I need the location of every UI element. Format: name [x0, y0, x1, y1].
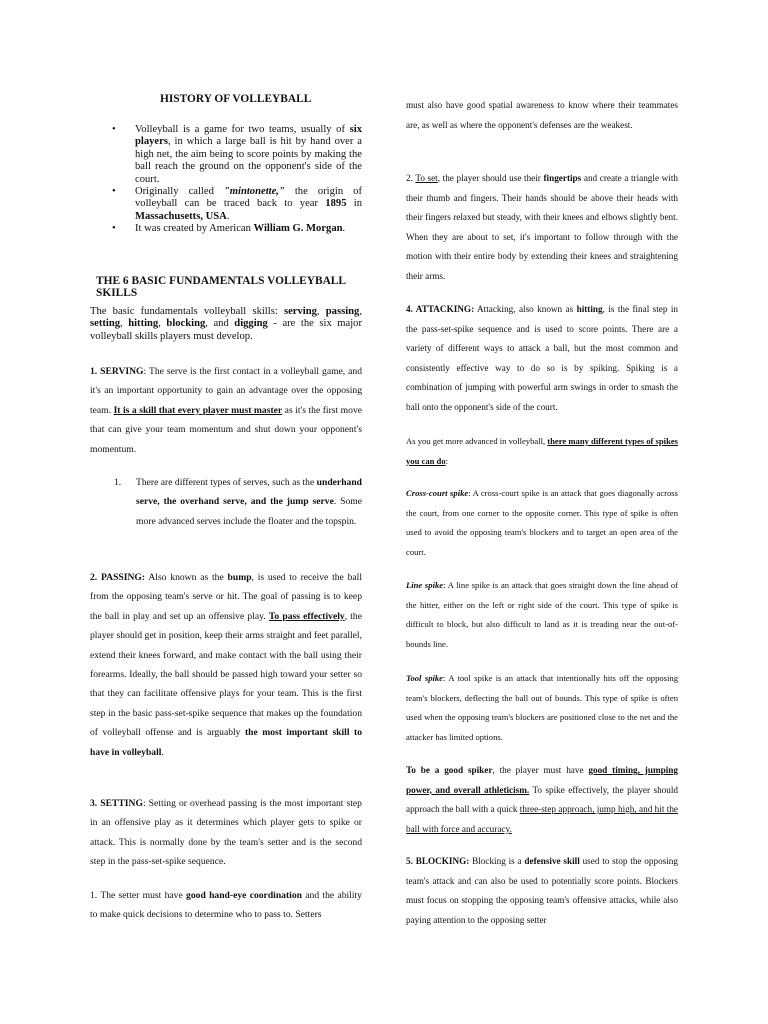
serving-list-item: 1. There are different types of serves, such as the underhand serve, the overhand serve, and the jump serve. Some more advanced serves include the floater and the topspin.	[114, 477, 362, 527]
fundamentals-intro: The basic fundamentals volleyball skills: serving, passing, setting, hitting, blocking, and digging - are the six major volleyball skills players must develop.	[90, 306, 363, 342]
fundamentals-title: THE 6 BASIC FUNDAMENTALS VOLLEYBALL SKILLS	[96, 275, 346, 299]
setting-point-1: 1. The setter must have good hand-eye coordination and the ability to make quick decisions to determine who to pass to. Setters	[90, 890, 362, 921]
history-list	[90, 124, 362, 236]
blocking-paragraph: 5. BLOCKING: Blocking is a defensive skill used to stop the opposing team's attack and can also be used to potentially score points. Blockers must focus on stopping the opposing team's offensive attacks, while also paying attention to the opposing setter	[406, 856, 678, 925]
history-bullet-2: • Originally called "mintonette," the origin of volleyball can be traced back to year 1895 in Massachusetts, USA.	[90, 186, 362, 223]
attacking-paragraph: 4. ATTACKING: Attacking, also known as hitting, is the final step in the pass-set-spike sequence and is used to score points. There are a variety of different ways to attack a ball, but the most common and consistently effective way to do so is by spiking. Spiking is a combination of jumping with powerful arm swings in order to smash the ball onto the opponent's side of the court.	[406, 304, 679, 412]
good-spiker-paragraph: To be a good spiker, the player must have good timing, jumping power, and overall athleticism. To spike effectively, the player should approach the ball with a quick three-step approach, jump high, and hit the ball with force and accuracy.	[406, 765, 678, 834]
history-title: HISTORY OF VOLLEYBALL	[160, 93, 312, 105]
serving-paragraph: 1. SERVING: The serve is the first contact in a volleyball game, and it's an important opportunity to gain an advantage over the opposing team. It is a skill that every player must master as it's the first move that can give your team momentum and shut down your opponent's momentum.	[90, 366, 363, 455]
setting-paragraph: 3. SETTING: Setting or overhead passing is the most important step in an offensive play as it determines which player gets to spike or attack. This is normally done by the team's setter and is the second step in the pass-set-spike sequence.	[90, 798, 362, 868]
tool-spike: Tool spike: A tool spike is an attack that intentionally hits off the opposing team's blockers, deflecting the ball out of bounds. This type of spike is often used when the opposing team's blockers are positioned close to the net and the attacker has limited options.	[406, 673, 678, 742]
history-bullet-1: • Volleyball is a game for two teams, usually of six players, in which a large ball is hit by hand over a high net, the aim being to score points by making the ball reach the ground on the opponent's side of the court.	[90, 124, 362, 186]
passing-paragraph: 2. PASSING: Also known as the bump, is used to receive the ball from the opposing team's serve or hit. The goal of passing is to keep the ball in play and set up an offensive play. To pass effectively, the player should get in position, keep their arms straight and feet parallel, extend their knees forward, and make contact with the ball using their forearms. Ideally, the ball should be passed high toward your setter so that they can facilitate offensive plays for your team. This is the first step in the basic pass-set-spike sequence that makes up the foundation of volleyball offense and is arguably the most important skill to have in volleyball.	[90, 572, 362, 758]
line-spike: Line spike: A line spike is an attack that goes straight down the line ahead of the hitter, either on the left or right side of the court. This type of spike is difficult to block, but also difficult to land as it is treading near the out-of-bounds line.	[406, 580, 678, 649]
cross-court-spike: Cross-court spike: A cross-court spike is an attack that goes diagonally across the court, from one corner to the opposite corner. This type of spike is often used to avoid the opposing team's blockers and to target an open area of the court.	[406, 488, 678, 557]
setting-point-1-continued: must also have good spatial awareness to know where their teammates are, as well as where the opponent's defenses are the weakest.	[406, 100, 678, 130]
setting-point-2: 2. To set, the player should use their fingertips and create a triangle with their thumb and fingers. Their hands should be above their heads with their fingers relaxed but steady, with their knees and elbows slightly bent. When they are about to set, it's important to follow through with the motion with their entire body by extending their knees and straightening their arms.	[406, 173, 678, 281]
spike-types-intro: As you get more advanced in volleyball, there many different types of spikes you can do:	[406, 436, 679, 466]
history-bullet-3: • It was created by American William G. Morgan.	[90, 223, 362, 235]
